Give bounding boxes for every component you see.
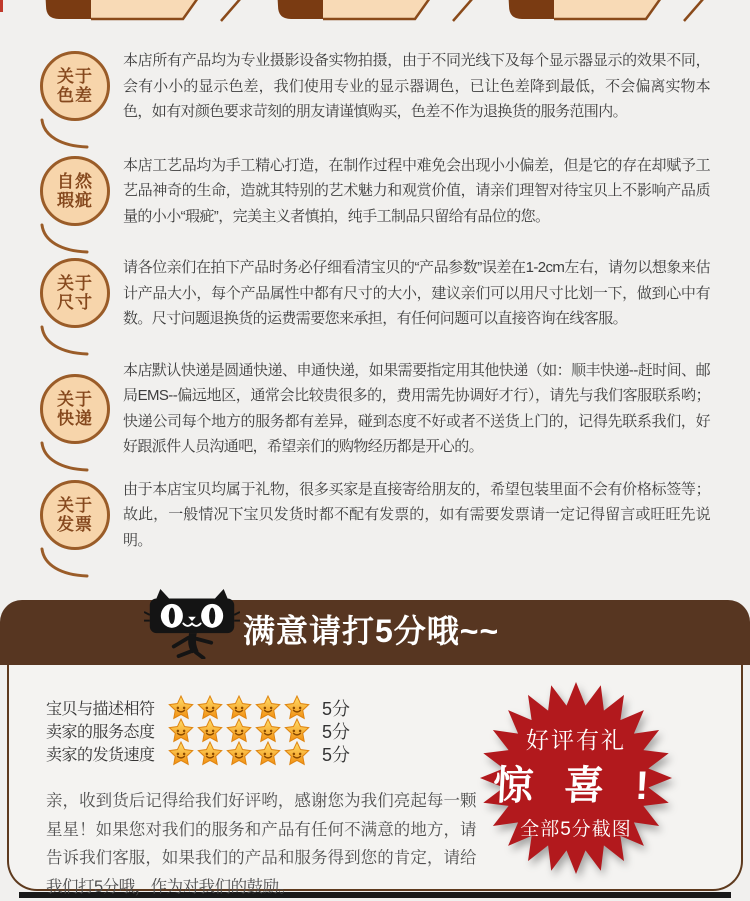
faq-row-size: [0, 255, 750, 332]
natural-flaws-badge: [40, 156, 110, 226]
badge-tail-swoosh: [37, 223, 91, 255]
rating-score: 5分: [322, 698, 351, 719]
badge-tail-swoosh: [37, 547, 91, 579]
badge-tail-swoosh: [37, 118, 91, 150]
pencil-tabs-decoration: [0, 0, 750, 26]
faq-text: 由于本店宝贝均属于礼物，很多买家是直接寄给朋友的，希望包装里面不会有价格标签等；故此，一般情况下宝贝发货时都不配有发票的，如有需要发票请一定记得留言或旺旺先说明。: [123, 480, 710, 549]
banner-title: 满意请打5分哦~~: [243, 613, 500, 649]
badge-tail-swoosh: [37, 325, 91, 357]
badge-tail-swoosh: [37, 441, 91, 473]
faq-text: 本店所有产品均为专业摄影设备实物拍摄，由于不同光线下及每个显示器显示的效果不同，会有小小的显示色差，我们使用专业的显示器调色，已让色差降到最低，不会偏离实物本色，如有对颜色要求苛刻的朋友请谨慎购买，色差不作为退换货的服务范围内。: [123, 52, 710, 120]
rating-row: [46, 719, 350, 742]
rating-label: 卖家的服务态度: [46, 724, 155, 741]
rating-panel: [7, 665, 743, 896]
badge-label: 关于: [57, 495, 93, 515]
faq-row-invoice: [0, 477, 750, 554]
badge-label: 尺寸: [57, 293, 93, 313]
badge-label: 关于: [57, 67, 93, 87]
reward-starburst-badge: [476, 678, 676, 878]
faq-text: 本店默认快递是圆通快递、申通快递，如果需要指定用其他快递（如：顺丰快递--赶时间、邮局EMS--偏远地区，通常会比较贵很多的，费用需先协调好才行），请先与我们客服联系哟；快递公司每个地方的服务都有差异，碰到态度不好或者不送货上门的，记得先联系我们，好好跟派件人员沟通吧，希望亲们的购物经历都是开心的。: [123, 361, 710, 455]
badge-label: 瑕疵: [57, 190, 93, 210]
badge-label: 自然: [57, 171, 93, 191]
badge-label: 发票: [57, 514, 93, 534]
five-star-icons: [168, 718, 313, 743]
faq-row-shipping: [0, 358, 750, 460]
thanks-note: 亲，收到货后记得给我们好评哟，感谢您为我们亮起每一颗星星！如果您对我们的服务和产品有任何不满意的地方，请告诉我们客服，如果我们的产品和服务得到您的肯定，请给我们打5分哦，作为对我们的鼓励。: [46, 792, 476, 896]
faq-row-natural-flaws: [0, 153, 750, 230]
size-badge: [40, 258, 110, 328]
badge-label: 色差: [57, 86, 93, 106]
rating-label: 宝贝与描述相符: [46, 701, 155, 718]
badge-label: 关于: [57, 389, 93, 409]
invoice-badge: [40, 480, 110, 550]
five-star-icons: [168, 695, 313, 720]
rating-row: [46, 742, 350, 765]
shipping-badge: [40, 374, 110, 444]
rating-label: 卖家的发货速度: [46, 747, 155, 764]
five-star-icons: [168, 741, 313, 766]
reward-line3: 全部5分截图: [520, 819, 632, 840]
badge-label: 关于: [57, 274, 93, 294]
faq-text: 请各位亲们在拍下产品时务必仔细看清宝贝的“产品参数”误差在1-2cm左右，请勿以想象来估计产品大小，每个产品属性中都有尺寸的大小，建议亲们可以用尺寸比划一下，做到心中有数。尺寸问题退换货的运费需要您来承担，有任何问题可以直接咨询在线客服。: [123, 259, 710, 327]
rating-score: 5分: [322, 721, 351, 742]
badge-label: 快递: [57, 408, 93, 428]
reward-line2: 惊 喜 !: [491, 764, 660, 808]
tmall-cat-icon: [144, 588, 240, 659]
rating-row: [46, 696, 350, 719]
rating-score: 5分: [322, 744, 351, 765]
color-difference-badge: [40, 51, 110, 121]
faq-row-color-difference: [0, 48, 750, 125]
rating-rows: [46, 696, 350, 765]
faq-text: 本店工艺品均为手工精心打造，在制作过程中难免会出现小小偏差，但是它的存在却赋予工艺品神奇的生命，造就其特别的艺术魅力和观赏价值，请亲们理智对待宝贝上不影响产品质量的小小“瑕疵”，完美主义者慎拍，纯手工制品只留给有品位的您。: [123, 156, 710, 225]
reward-line1: 好评有礼: [526, 727, 626, 753]
rating-banner: [0, 600, 750, 665]
